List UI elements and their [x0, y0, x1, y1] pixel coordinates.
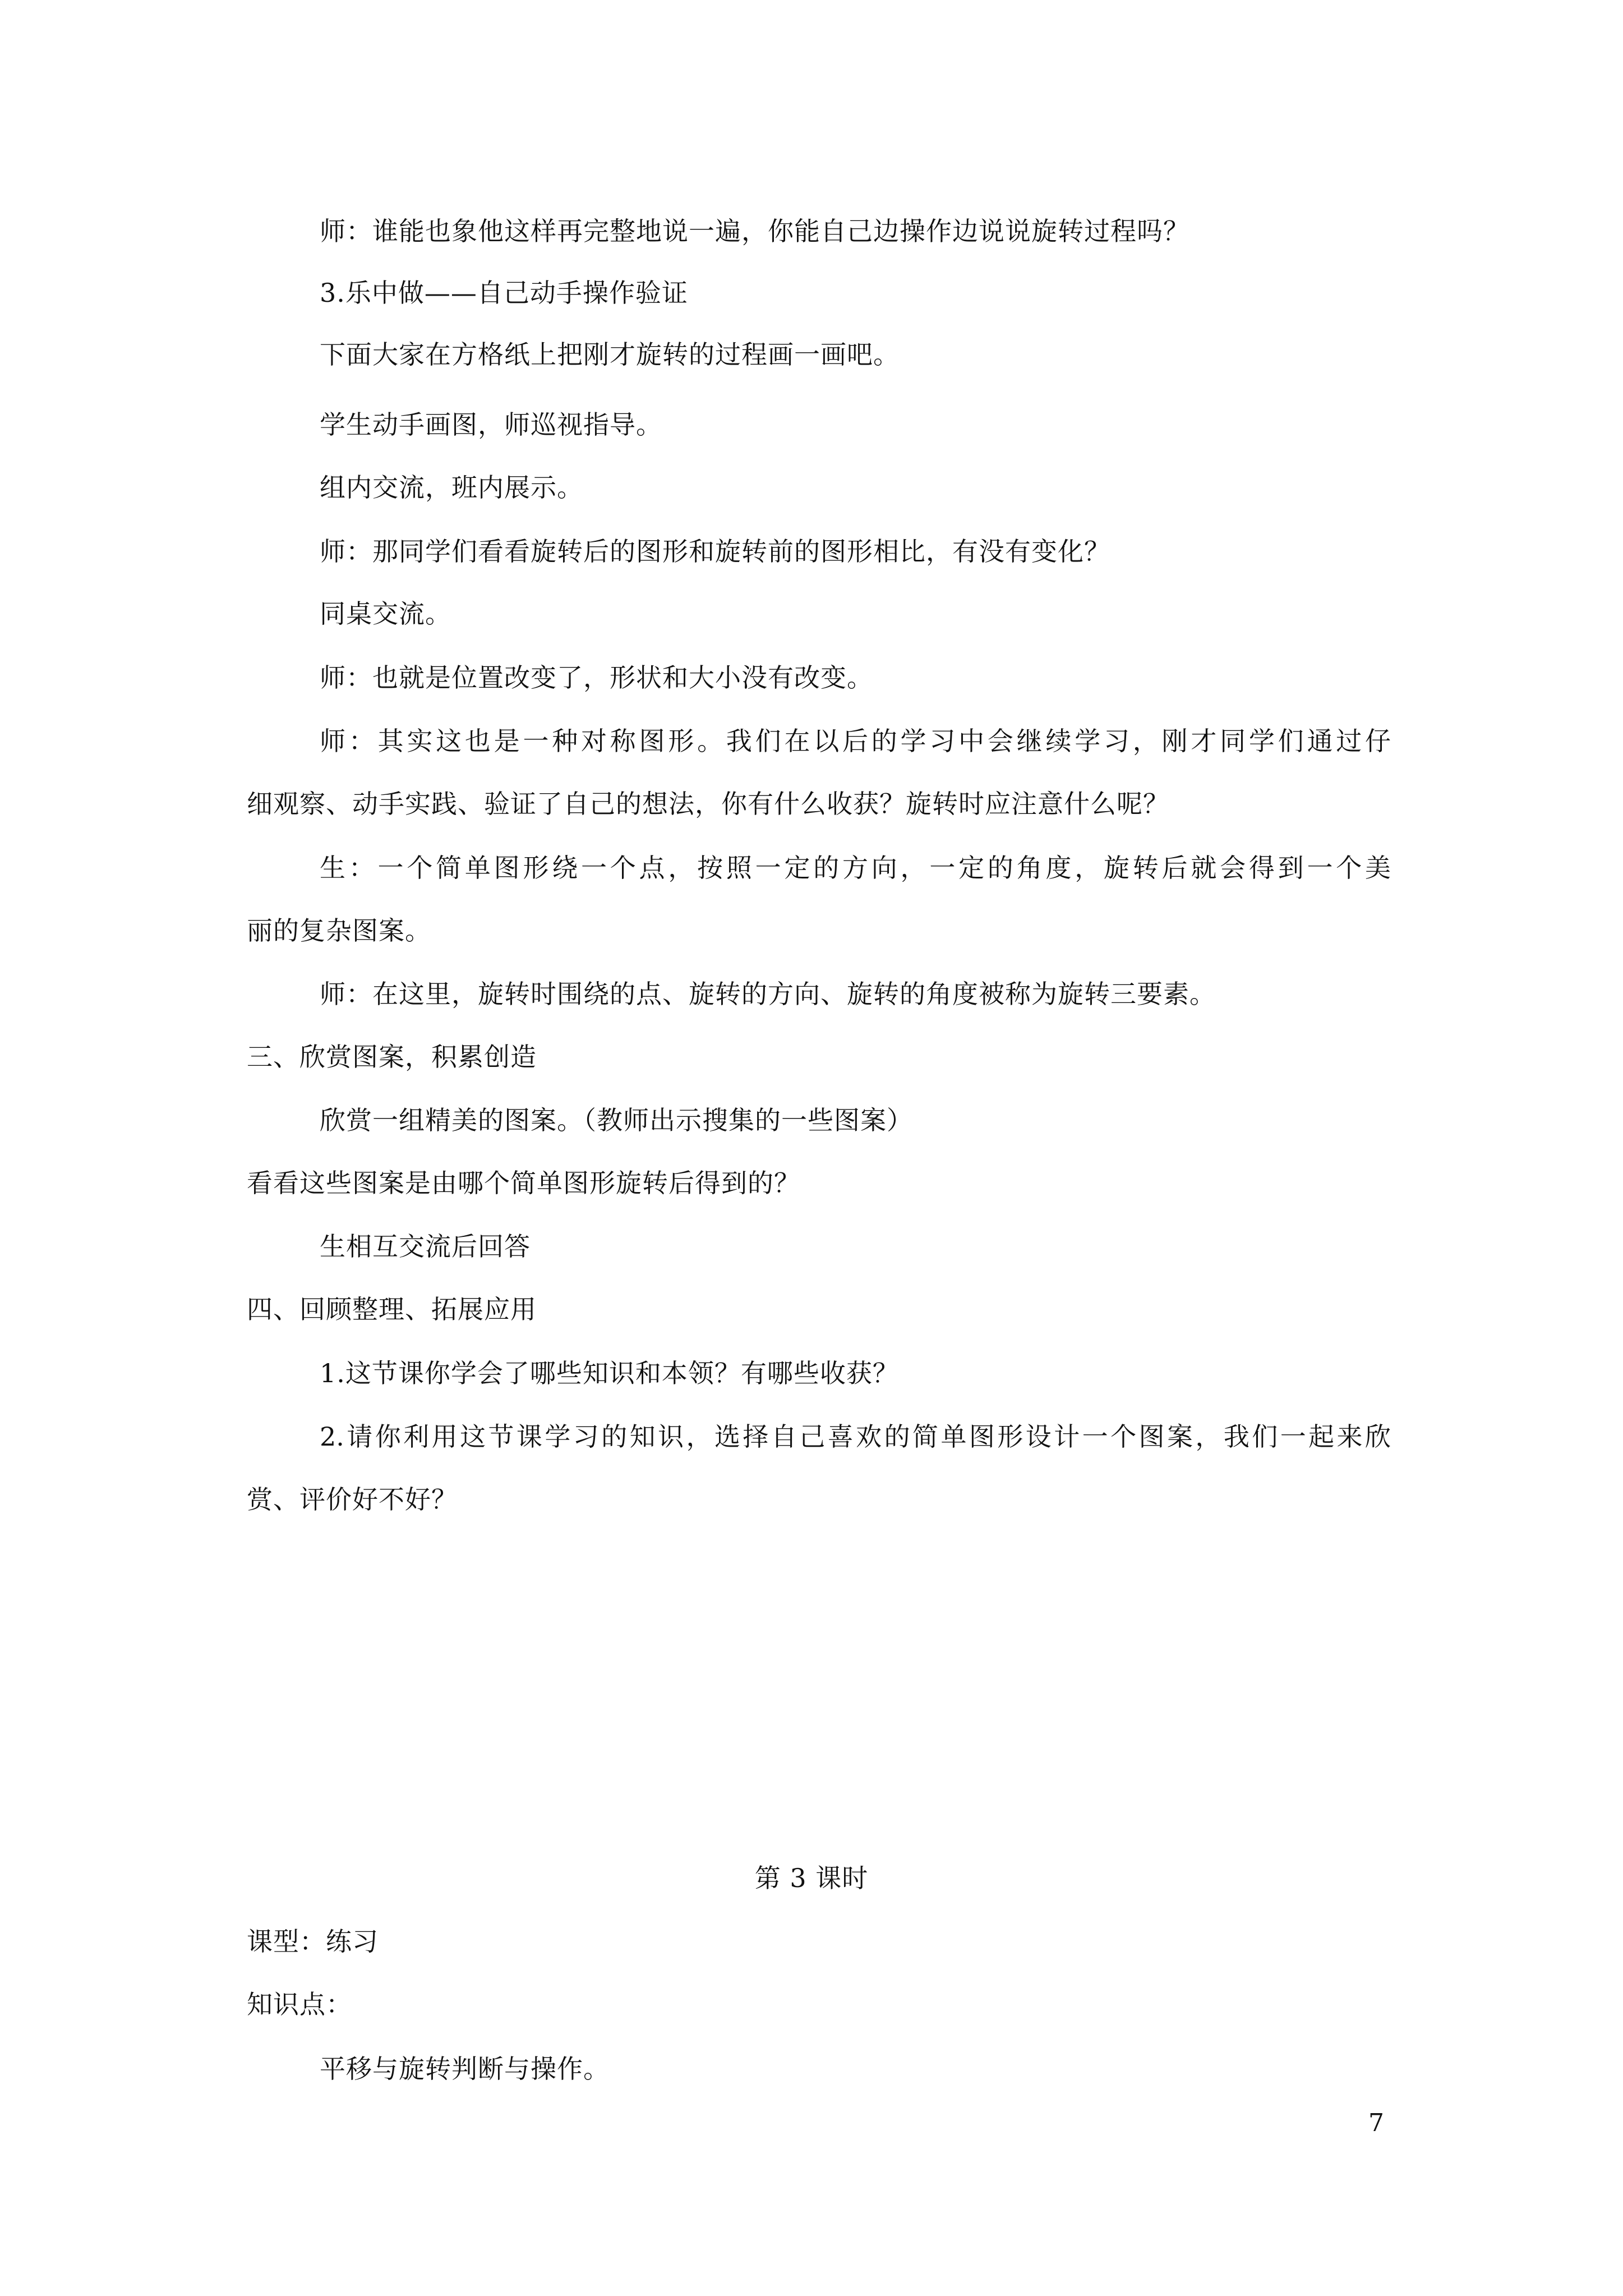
paragraph-line: 看看这些图案是由哪个简单图形旋转后得到的？ — [247, 1168, 800, 1198]
paragraph-line: 师：谁能也象他这样再完整地说一遍，你能自己边操作边说说旋转过程吗？ — [320, 216, 1189, 246]
paragraph-line: 欣赏一组精美的图案。（教师出示搜集的一些图案） — [320, 1105, 913, 1135]
paragraph-line: 生相互交流后回答 — [320, 1231, 531, 1262]
paragraph-line: 1.这节课你学会了哪些知识和本领？有哪些收获？ — [320, 1358, 899, 1388]
paragraph-line: 知识点： — [247, 1989, 352, 2019]
paragraph-line: 下面大家在方格纸上把刚才旋转的过程画一画吧。 — [320, 339, 900, 370]
paragraph-line: 2.请你利用这节课学习的知识，选择自己喜欢的简单图形设计一个图案，我们一起来欣 — [320, 1421, 1391, 1452]
paragraph-line: 师：也就是位置改变了，形状和大小没有改变。 — [320, 662, 873, 693]
section-heading: 三、欣赏图案，积累创造 — [247, 1042, 537, 1072]
section-heading: 四、回顾整理、拓展应用 — [247, 1294, 537, 1324]
paragraph-line: 师：其实这也是一种对称图形。我们在以后的学习中会继续学习，刚才同学们通过仔 — [320, 726, 1391, 756]
paragraph-line: 平移与旋转判断与操作。 — [320, 2054, 610, 2084]
paragraph-line: 课型：练习 — [247, 1926, 379, 1957]
paragraph-line: 师：那同学们看看旋转后的图形和旋转前的图形相比，有没有变化？ — [320, 536, 1110, 567]
page-number: 7 — [1368, 2109, 1384, 2137]
paragraph-line: 组内交流，班内展示。 — [320, 472, 583, 503]
paragraph-line: 生：一个简单图形绕一个点，按照一定的方向，一定的角度，旋转后就会得到一个美 — [320, 853, 1391, 883]
section-heading: 3.乐中做——自己动手操作验证 — [320, 278, 688, 308]
lesson-title: 第 3 课时 — [754, 1863, 869, 1893]
paragraph-line: 师：在这里，旋转时围绕的点、旋转的方向、旋转的角度被称为旋转三要素。 — [320, 979, 1216, 1009]
paragraph-line: 学生动手画图，师巡视指导。 — [320, 409, 662, 440]
paragraph-line: 细观察、动手实践、验证了自己的想法，你有什么收获？旋转时应注意什么呢？ — [247, 789, 1169, 819]
paragraph-line: 赏、评价好不好？ — [247, 1484, 458, 1515]
paragraph-line: 同桌交流。 — [320, 599, 451, 629]
paragraph-line: 丽的复杂图案。 — [247, 915, 431, 946]
